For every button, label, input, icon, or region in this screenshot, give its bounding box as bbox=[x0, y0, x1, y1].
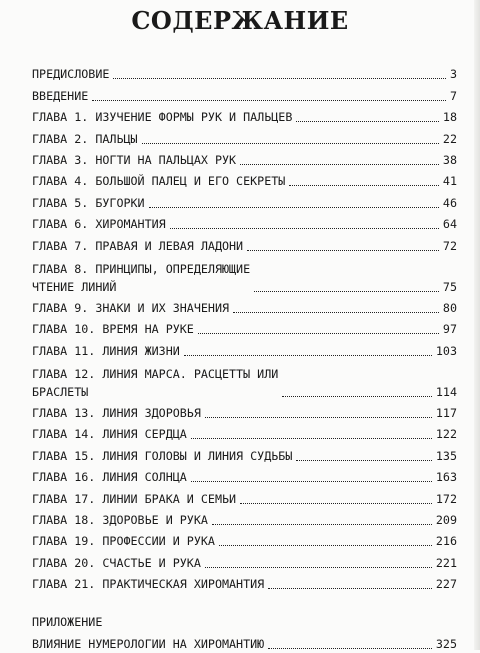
toc-entry-page: 18 bbox=[442, 110, 457, 125]
toc-entry-title: ГЛАВА 13. ЛИНИЯ ЗДОРОВЬЯ bbox=[32, 406, 201, 421]
toc-entry-main bbox=[32, 532, 436, 550]
appendix-heading: ПРИЛОЖЕНИЕ bbox=[32, 615, 103, 630]
dot-leader bbox=[268, 587, 432, 589]
dot-leader bbox=[191, 437, 432, 439]
page-title: СОДЕРЖАНИЕ bbox=[131, 6, 349, 35]
dot-leader bbox=[205, 416, 432, 418]
toc-entry-main bbox=[32, 554, 436, 572]
toc-entry-page: 7 bbox=[449, 88, 457, 103]
toc-entry-main bbox=[32, 237, 443, 255]
toc-entry-page: 122 bbox=[435, 427, 457, 442]
toc-entry-title: ГЛАВА 16. ЛИНИЯ СОЛНЦА bbox=[32, 470, 187, 485]
toc-entry-title: ГЛАВА 1. ИЗУЧЕНИЕ ФОРМЫ РУК И ПАЛЬЦЕВ bbox=[32, 110, 293, 125]
toc-entry-main bbox=[32, 490, 436, 508]
toc-entry-title: ГЛАВА 17. ЛИНИИ БРАКА И СЕМЬИ bbox=[32, 491, 237, 506]
toc-entry-title: ГЛАВА 15. ЛИНИЯ ГОЛОВЫ И ЛИНИЯ СУДЬБЫ bbox=[32, 448, 293, 463]
toc-entry bbox=[32, 62, 457, 83]
dot-leader bbox=[92, 99, 446, 101]
dot-leader bbox=[142, 142, 439, 144]
toc-entry bbox=[32, 550, 457, 571]
toc-entry bbox=[32, 443, 457, 464]
toc-entry-main bbox=[32, 365, 436, 401]
toc-entry bbox=[32, 401, 457, 422]
toc-entry bbox=[32, 212, 457, 233]
toc-entry-page: 227 bbox=[435, 577, 457, 592]
toc-entry bbox=[32, 338, 457, 359]
dot-leader bbox=[212, 523, 432, 525]
toc-entry-page: 216 bbox=[435, 534, 457, 549]
toc-entry-title: ГЛАВА 9. ЗНАКИ И ИХ ЗНАЧЕНИЯ bbox=[32, 300, 230, 315]
dot-leader bbox=[205, 566, 432, 568]
toc-entry-title: ГЛАВА 10. ВРЕМЯ НА РУКЕ bbox=[32, 322, 194, 337]
dot-leader bbox=[296, 459, 432, 461]
toc-entry-title: ГЛАВА 11. ЛИНИЯ ЖИЗНИ bbox=[32, 343, 180, 358]
toc-entry-main bbox=[32, 320, 443, 338]
toc-entry-appendix bbox=[32, 631, 457, 652]
toc-entries bbox=[32, 62, 457, 593]
toc-entry-page: 41 bbox=[442, 174, 457, 189]
toc-entry-page: 114 bbox=[435, 384, 457, 399]
toc-entry-main bbox=[32, 260, 443, 296]
toc-entry-title: ГЛАВА 4. БОЛЬШОЙ ПАЛЕЦ И ЕГО СЕКРЕТЫ bbox=[32, 174, 286, 189]
toc-entry-page: 325 bbox=[435, 636, 457, 651]
toc-entry-main bbox=[32, 65, 450, 83]
toc-entry-main bbox=[32, 194, 443, 212]
dot-leader bbox=[113, 77, 446, 79]
page-edge bbox=[474, 0, 480, 650]
dot-leader bbox=[254, 290, 439, 292]
dot-leader bbox=[149, 206, 439, 208]
dot-leader bbox=[240, 163, 439, 165]
dot-leader bbox=[282, 395, 432, 397]
toc-entry bbox=[32, 190, 457, 211]
toc-entry-title: ГЛАВА 20. СЧАСТЬЕ И РУКА bbox=[32, 555, 201, 570]
toc-entry-title: ГЛАВА 19. ПРОФЕССИИ И РУКА bbox=[32, 534, 215, 549]
toc-entry-main bbox=[32, 215, 443, 233]
toc-entry-page: 64 bbox=[442, 217, 457, 232]
toc-entry-title: ГЛАВА 12. ЛИНИЯ МАРСА. РАСЦЕТТЫ ИЛИ БРАСЛЕТЫ bbox=[32, 366, 279, 399]
dot-leader bbox=[296, 120, 439, 122]
toc-entry-title: ГЛАВА 18. ЗДОРОВЬЕ И РУКА bbox=[32, 513, 208, 528]
toc-entry-page: 172 bbox=[435, 491, 457, 506]
toc-entry-main bbox=[32, 447, 436, 465]
dot-leader bbox=[170, 227, 439, 229]
toc-entry-page: 38 bbox=[442, 152, 457, 167]
toc-entry-page: 75 bbox=[442, 279, 457, 294]
toc-entry bbox=[32, 255, 457, 296]
toc-entry-main bbox=[32, 172, 443, 190]
toc-entry-page: 3 bbox=[449, 67, 457, 82]
toc-entry-main bbox=[32, 575, 436, 593]
toc-entry-title: ГЛАВА 5. БУГОРКИ bbox=[32, 195, 145, 210]
dot-leader bbox=[247, 249, 439, 251]
toc-entry-title: ГЛАВА 21. ПРАКТИЧЕСКАЯ ХИРОМАНТИЯ bbox=[32, 577, 265, 592]
toc-entry-main bbox=[32, 151, 443, 169]
toc-entry-main bbox=[32, 342, 436, 360]
toc-entry bbox=[32, 360, 457, 401]
appendix-section bbox=[32, 613, 457, 652]
toc-entry-main bbox=[32, 404, 436, 422]
toc-entry bbox=[32, 508, 457, 529]
toc-entry bbox=[32, 148, 457, 169]
toc-entry bbox=[32, 317, 457, 338]
toc-entry bbox=[32, 126, 457, 147]
dot-leader bbox=[233, 311, 439, 313]
dot-leader bbox=[198, 332, 439, 334]
toc-entry-title: ГЛАВА 7. ПРАВАЯ И ЛЕВАЯ ЛАДОНИ bbox=[32, 238, 244, 253]
toc-entry-main bbox=[32, 511, 436, 529]
dot-leader bbox=[219, 544, 432, 546]
toc-entry bbox=[32, 529, 457, 550]
toc-entry bbox=[32, 105, 457, 126]
toc-entry-main bbox=[32, 130, 443, 148]
toc-entry-main bbox=[32, 108, 443, 126]
toc-entry-title: ВЛИЯНИЕ НУМЕРОЛОГИИ НА ХИРОМАНТИЮ bbox=[32, 636, 265, 651]
dot-leader bbox=[240, 502, 432, 504]
toc-entry-title: ГЛАВА 3. НОГТИ НА ПАЛЬЦАХ РУК bbox=[32, 152, 237, 167]
toc-entry-main bbox=[32, 425, 436, 443]
toc-entry-title: ГЛАВА 6. ХИРОМАНТИЯ bbox=[32, 217, 166, 232]
toc-entry-page: 46 bbox=[442, 195, 457, 210]
dot-leader bbox=[289, 184, 439, 186]
toc-entry bbox=[32, 572, 457, 593]
dot-leader bbox=[184, 354, 432, 356]
table-of-contents bbox=[32, 62, 457, 653]
toc-entry-page: 103 bbox=[435, 343, 457, 358]
toc-entry-title: ПРЕДИСЛОВИЕ bbox=[32, 67, 110, 82]
toc-entry bbox=[32, 296, 457, 317]
toc-entry-page: 97 bbox=[442, 322, 457, 337]
toc-entry-page: 72 bbox=[442, 238, 457, 253]
dot-leader bbox=[191, 480, 432, 482]
toc-entry-main bbox=[32, 468, 436, 486]
toc-entry-page: 117 bbox=[435, 406, 457, 421]
toc-entry bbox=[32, 169, 457, 190]
toc-entry-page: 22 bbox=[442, 131, 457, 146]
toc-entry bbox=[32, 233, 457, 254]
toc-entry-title: ГЛАВА 2. ПАЛЬЦЫ bbox=[32, 131, 138, 146]
toc-entry-page: 80 bbox=[442, 300, 457, 315]
toc-entry-main bbox=[32, 299, 443, 317]
toc-entry bbox=[32, 422, 457, 443]
toc-entry-page: 135 bbox=[435, 448, 457, 463]
toc-entry-main bbox=[32, 87, 450, 105]
dot-leader bbox=[268, 647, 432, 649]
toc-entry bbox=[32, 83, 457, 104]
toc-entry-title: ГЛАВА 14. ЛИНИЯ СЕРДЦА bbox=[32, 427, 187, 442]
toc-entry-title: ГЛАВА 8. ПРИНЦИПЫ, ОПРЕДЕЛЯЮЩИЕ ЧТЕНИЕ ЛИНИЙ bbox=[32, 261, 251, 294]
toc-entry-page: 209 bbox=[435, 513, 457, 528]
toc-entry-page: 221 bbox=[435, 555, 457, 570]
toc-entry bbox=[32, 465, 457, 486]
toc-entry-page: 163 bbox=[435, 470, 457, 485]
toc-entry-title: ВВЕДЕНИЕ bbox=[32, 88, 89, 103]
toc-entry bbox=[32, 486, 457, 507]
